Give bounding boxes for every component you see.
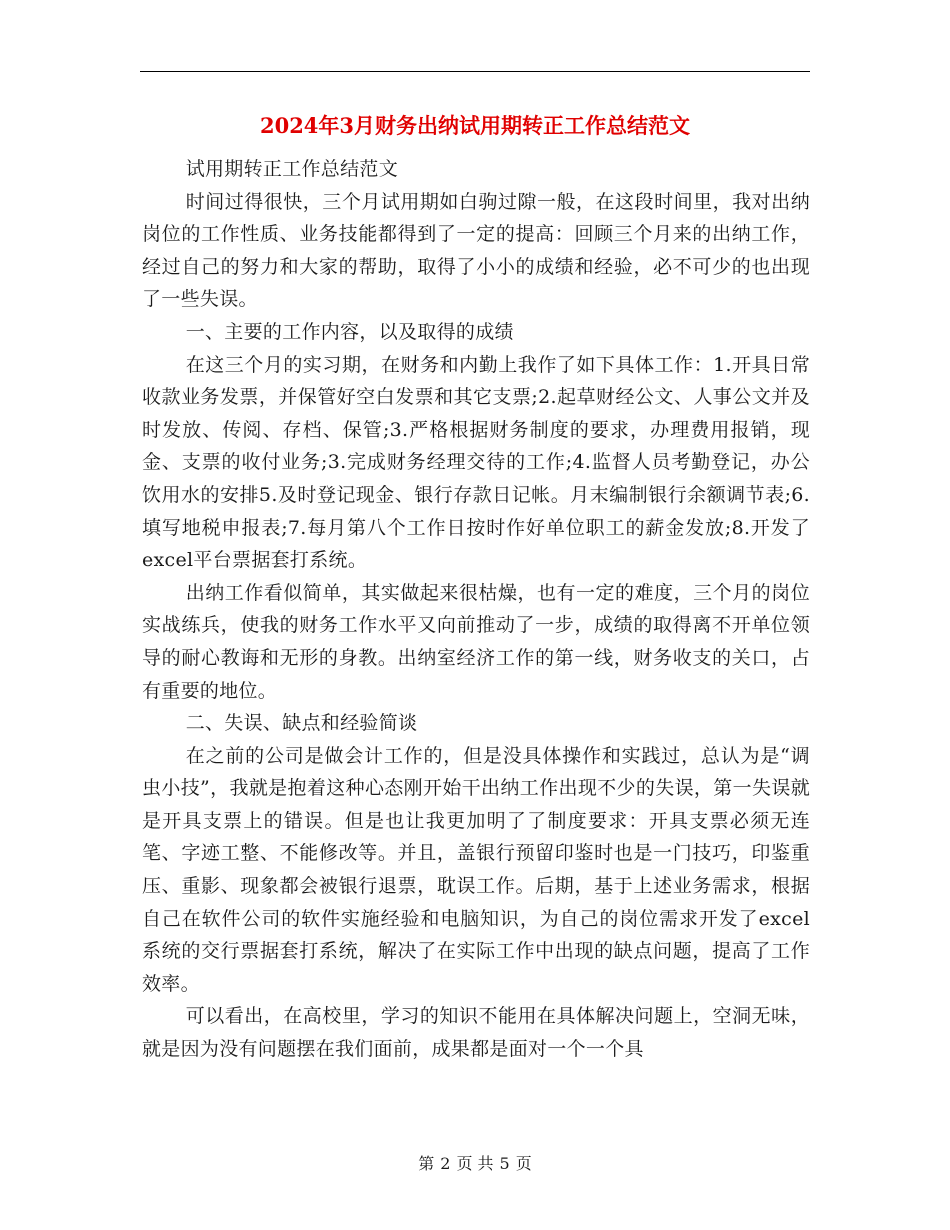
paragraph-mistakes: 在之前的公司是做会计工作的，但是没具体操作和实践过，总认为是“调虫小技”，我就是抱着这种心态刚开始干出纳工作出现不少的失误，第一失误就是开具支票上的错误。但是也让我更加明了了制度要求：开具支票必须无连笔、字迹工整、不能修改等。并且，盖银行预留印鉴时也是一门技巧，印鉴重压、重影、现象都会被银行退票，耽误工作。后期，基于上述业务需求，根据自己在软件公司的软件实施经验和电脑知识，为自己的岗位需求开发了excel系统的交行票据套打系统，解决了在实际工作中出现的缺点问题，提高了工作效率。	[142, 744, 810, 995]
paragraph-cashier-work: 出纳工作看似简单，其实做起来很枯燥，也有一定的难度，三个月的岗位实战练兵，使我的财务工作水平又向前推动了一步，成绩的取得离不开单位领导的耐心教诲和无形的身教。出纳室经济工作的第一线，财务收支的关口，占有重要的地位。	[142, 581, 810, 702]
document-title: 2024年3月财务出纳试用期转正工作总结范文	[259, 113, 691, 138]
page-footer	[0, 1152, 950, 1176]
header-rule	[140, 71, 810, 72]
footer-prefix: 第	[418, 1154, 435, 1173]
footer-middle: 页 共	[456, 1154, 494, 1173]
paragraph-subtitle: 试用期转正工作总结范文	[185, 158, 398, 180]
paragraph-work-content: 在这三个月的实习期，在财务和内勤上我作了如下具体工作：1.开具日常收款业务发票，并保管好空白发票和其它支票;2.起草财经公文、人事公文并及时发放、传阅、存档、保管;3.严格根据财务制度的要求，办理费用报销，现金、支票的收付业务;3.完成财务经理交待的工作;4.监督人员考勤登记，办公饮用水的安排5.及时登记现金、银行存款日记帐。月末编制银行余额调节表;6.填写地税申报表;7.每月第八个工作日按时作好单位职工的薪金发放;8.开发了excel平台票据套打系统。	[142, 353, 810, 572]
paragraph-conclusion: 可以看出，在高校里，学习的知识不能用在具体解决问题上，空洞无味，就是因为没有问题摆在我们面前，成果都是面对一个一个具	[142, 1005, 810, 1061]
footer-suffix: 页	[515, 1154, 532, 1173]
footer-total-pages: 5	[499, 1154, 510, 1173]
section-heading-2: 二、失误、缺点和经验简谈	[185, 712, 418, 735]
section-heading-1: 一、主要的工作内容，以及取得的成绩	[185, 320, 514, 343]
document-body	[142, 153, 810, 1066]
footer-current-page: 2	[440, 1154, 451, 1173]
paragraph-intro: 时间过得很快，三个月试用期如白驹过隙一般，在这段时间里，我对出纳岗位的工作性质、业务技能都得到了一定的提高：回顾三个月来的出纳工作，经过自己的努力和大家的帮助，取得了小小的成绩和经验，必不可少的也出现了一些失误。	[142, 190, 810, 311]
